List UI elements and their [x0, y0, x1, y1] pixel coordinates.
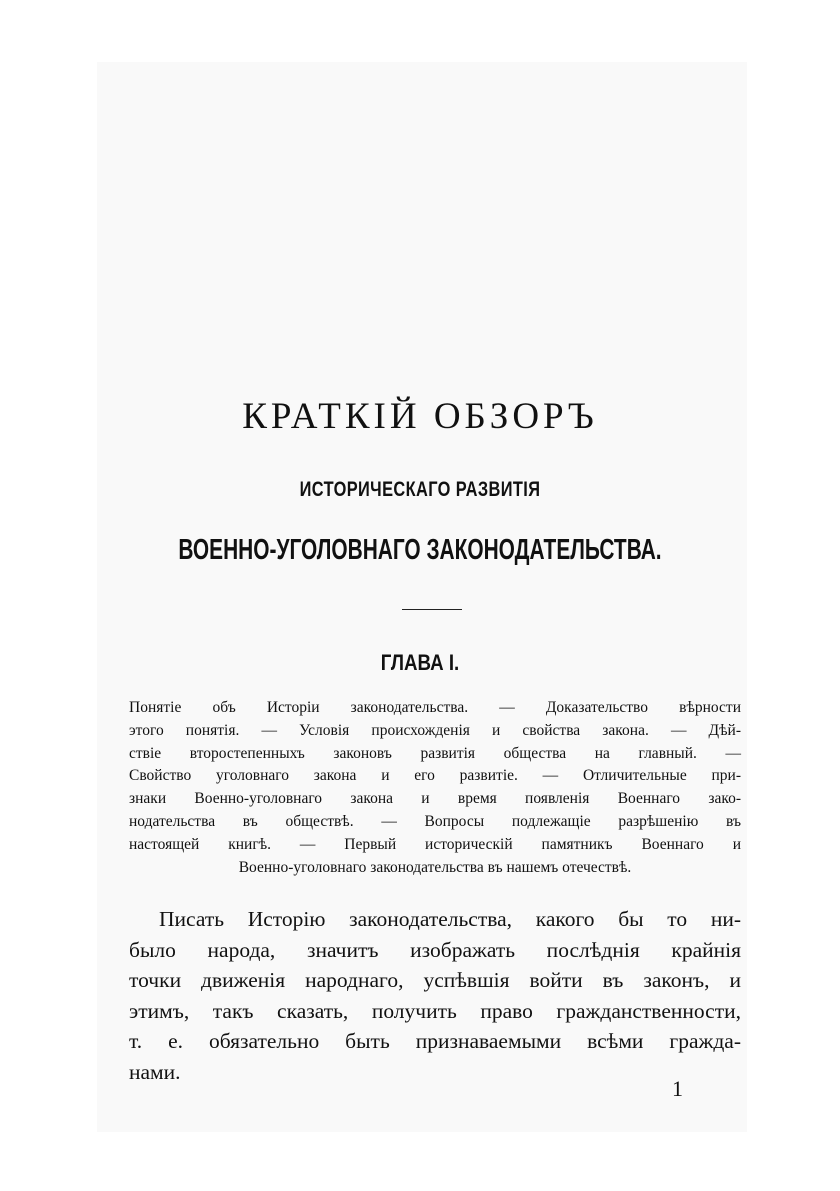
summary-line: настоящей книгѣ. — Первый историческій памятникъ Военнаго и — [129, 835, 741, 853]
summary-line: этого понятія. — Условія происхожденія и свойства закона. — Дѣй- — [129, 721, 741, 739]
body-line: Писать Исторію законодательства, какого бы то ни- — [159, 907, 741, 931]
summary-line: Военно-уголовнаго законодательства въ нашемъ отечествѣ. — [238, 858, 632, 876]
body-line: было народа, значитъ изображать послѣднія крайнія — [129, 937, 741, 962]
body-line: точки движенія народнаго, успѣвшія войти въ законъ, и — [129, 968, 741, 992]
page-number: 1 — [672, 1076, 683, 1101]
title-divider — [402, 609, 462, 610]
chapter-summary — [129, 697, 741, 879]
summary-line: Понятіе объ Исторіи законодательства. — Доказательство вѣрности — [129, 699, 741, 716]
body-paragraph — [129, 904, 741, 1087]
book-title: КРАТКІЙ ОБЗОРЪ — [242, 396, 598, 437]
book-subject: ВОЕННО-УГОЛОВНАГО ЗАКОНОДАТЕЛЬСТВА. — [178, 534, 662, 566]
body-line: нами. — [129, 1059, 181, 1084]
body-line: этимъ, такъ сказать, получить право гражданственности, — [129, 998, 741, 1023]
book-subtitle: ИСТОРИЧЕСКАГО РАЗВИТІЯ — [299, 478, 541, 501]
body-line: т. е. обязательно быть признаваемыми всѣми гражда- — [129, 1029, 741, 1053]
summary-line: нодательства въ обществѣ. — Вопросы подлежащіе разрѣшенію въ — [129, 812, 741, 830]
summary-line: ствіе второстепенныхъ законовъ развитія общества на главный. — — [129, 744, 741, 762]
summary-line: Свойство уголовнаго закона и его развитіе. — Отличительные при- — [129, 767, 741, 785]
chapter-heading: ГЛАВА I. — [380, 650, 460, 675]
summary-line: знаки Военно-уголовнаго закона и время появленія Военнаго зако- — [129, 790, 741, 808]
